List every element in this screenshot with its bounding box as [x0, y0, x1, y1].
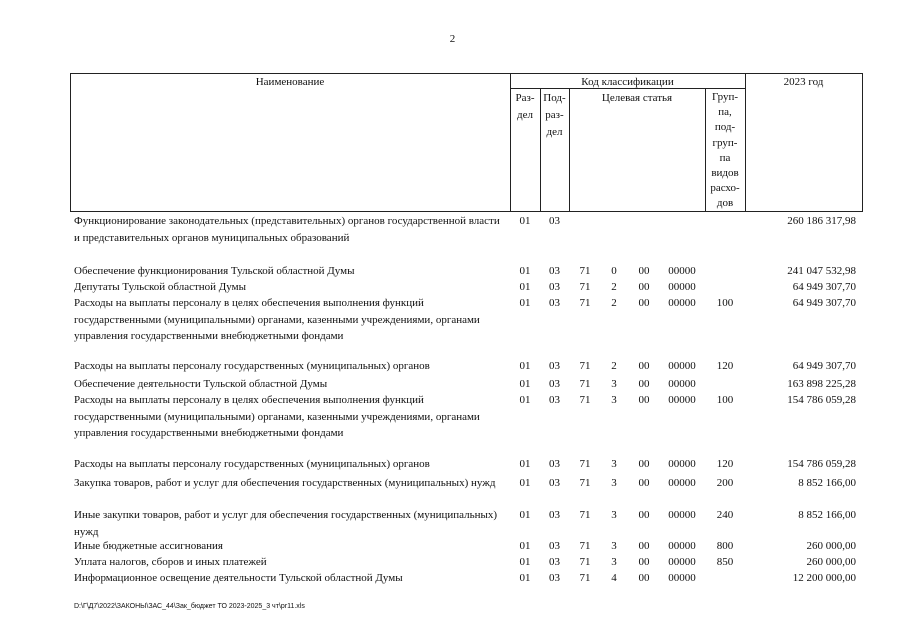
- row-amount: 163 898 225,28: [787, 378, 856, 390]
- row-razdel: 01: [519, 458, 531, 470]
- row-target-3: 00: [638, 378, 650, 390]
- header-year: 2023 год: [783, 76, 824, 88]
- row-target-1: 71: [579, 297, 591, 309]
- row-target-2: 3: [611, 540, 617, 552]
- row-razdel: 01: [519, 297, 531, 309]
- code-year-divider: [745, 73, 746, 211]
- row-amount: 154 786 059,28: [787, 458, 856, 470]
- row-target-2: 2: [611, 281, 617, 293]
- row-target-4: 00000: [668, 394, 696, 406]
- row-target-1: 71: [579, 540, 591, 552]
- row-target-4: 00000: [668, 509, 696, 521]
- row-podrazdel: 03: [549, 378, 560, 390]
- row-razdel: 01: [519, 281, 531, 293]
- row-razdel: 01: [519, 556, 531, 568]
- row-target-3: 00: [638, 281, 650, 293]
- row-vid: 100: [716, 394, 734, 406]
- row-razdel: 01: [519, 572, 531, 584]
- row-razdel: 01: [519, 265, 531, 277]
- row-razdel: 01: [519, 215, 531, 227]
- row-amount: 8 852 166,00: [798, 509, 856, 521]
- row-target-2: 3: [611, 477, 617, 489]
- row-name: Расходы на выплаты персоналу в целях обеспечения выполнения функций государственными (муниципальными) органами, казенными учреждениями, органами управления государственными внебюджетными фондами: [74, 394, 480, 439]
- row-vid: 850: [716, 556, 734, 568]
- row-podrazdel: 03: [549, 458, 560, 470]
- row-name: Расходы на выплаты персоналу государственных (муниципальных) органов: [74, 458, 430, 470]
- row-name: Расходы на выплаты персоналу государственных (муниципальных) органов: [74, 360, 430, 372]
- row-podrazdel: 03: [549, 477, 560, 489]
- row-target-1: 71: [579, 477, 591, 489]
- row-target-3: 00: [638, 509, 650, 521]
- row-target-3: 00: [638, 572, 650, 584]
- row-target-1: 71: [579, 378, 591, 390]
- row-podrazdel: 03: [549, 281, 560, 293]
- row-target-4: 00000: [668, 540, 696, 552]
- row-target-3: 00: [638, 394, 650, 406]
- row-target-2: 4: [611, 572, 617, 584]
- row-target-4: 00000: [668, 572, 696, 584]
- header-target: Целевая статья: [601, 92, 673, 104]
- row-target-2: 2: [611, 297, 617, 309]
- row-target-1: 71: [579, 458, 591, 470]
- row-razdel: 01: [519, 394, 531, 406]
- row-name: Расходы на выплаты персоналу в целях обеспечения выполнения функций государственными (муниципальными) органами, казенными учреждениями, органами управления государственными внебюджетными фондами: [74, 297, 480, 342]
- row-podrazdel: 03: [549, 572, 560, 584]
- row-target-4: 00000: [668, 556, 696, 568]
- header-left-border: [70, 73, 71, 211]
- row-podrazdel: 03: [549, 215, 560, 227]
- row-name: Информационное освещение деятельности Тульской областной Думы: [74, 572, 403, 584]
- row-target-2: 3: [611, 378, 617, 390]
- row-target-2: 3: [611, 394, 617, 406]
- row-target-4: 00000: [668, 281, 696, 293]
- row-vid: 200: [716, 477, 734, 489]
- row-target-1: 71: [579, 281, 591, 293]
- row-target-3: 00: [638, 265, 650, 277]
- row-razdel: 01: [519, 477, 531, 489]
- row-amount: 154 786 059,28: [787, 394, 856, 406]
- header-group: Груп- па, под- груп- па видов расхо- дов: [710, 91, 740, 210]
- row-target-1: 71: [579, 265, 591, 277]
- row-vid: 120: [716, 360, 734, 372]
- row-target-2: 2: [611, 360, 617, 372]
- row-target-1: 71: [579, 394, 591, 406]
- row-target-4: 00000: [668, 360, 696, 372]
- row-name: Обеспечение функционирования Тульской областной Думы: [74, 265, 355, 277]
- row-podrazdel: 03: [549, 265, 560, 277]
- row-razdel: 01: [519, 540, 531, 552]
- row-target-3: 00: [638, 556, 650, 568]
- header-podrazdel: Под- раз- дел: [543, 92, 566, 138]
- row-amount: 8 852 166,00: [798, 477, 856, 489]
- row-podrazdel: 03: [549, 394, 560, 406]
- row-target-2: 3: [611, 458, 617, 470]
- row-amount: 260 186 317,98: [787, 215, 856, 227]
- row-amount: 64 949 307,70: [792, 360, 856, 372]
- row-name: Функционирование законодательных (представительных) органов государственной власти и представительных органов муниципальных образований: [74, 215, 500, 244]
- row-target-1: 71: [579, 509, 591, 521]
- row-razdel: 01: [519, 509, 531, 521]
- row-podrazdel: 03: [549, 360, 560, 372]
- row-name: Обеспечение деятельности Тульской областной Думы: [74, 378, 328, 390]
- row-podrazdel: 03: [549, 540, 560, 552]
- row-target-3: 00: [638, 360, 650, 372]
- row-target-4: 00000: [668, 458, 696, 470]
- row-target-3: 00: [638, 297, 650, 309]
- row-vid: 240: [716, 509, 734, 521]
- row-name: Депутаты Тульской областной Думы: [74, 281, 247, 293]
- row-target-2: 0: [611, 265, 617, 277]
- row-razdel: 01: [519, 360, 531, 372]
- row-target-3: 00: [638, 477, 650, 489]
- row-name: Уплата налогов, сборов и иных платежей: [74, 556, 267, 568]
- row-podrazdel: 03: [549, 556, 560, 568]
- header-razdel: Раз- дел: [515, 92, 535, 121]
- header-code: Код классификации: [581, 76, 674, 88]
- file-path-footer: D:\Г\Д7\2022\ЗАКОНЫ\ЗАС_44\Зак_бюджет ТО 2023-2025_3 чт\pr11.xls: [74, 603, 305, 610]
- row-target-1: 71: [579, 360, 591, 372]
- row-target-2: 3: [611, 556, 617, 568]
- row-amount: 260 000,00: [806, 540, 856, 552]
- row-target-4: 00000: [668, 297, 696, 309]
- row-target-4: 00000: [668, 378, 696, 390]
- row-vid: 800: [716, 540, 734, 552]
- header-name: Наименование: [255, 76, 325, 88]
- row-target-2: 3: [611, 509, 617, 521]
- row-target-3: 00: [638, 458, 650, 470]
- row-amount: 12 200 000,00: [792, 572, 856, 584]
- row-amount: 64 949 307,70: [792, 281, 856, 293]
- row-name: Иные закупки товаров, работ и услуг для обеспечения государственных (муниципальных) нужд: [74, 509, 498, 538]
- row-amount: 64 949 307,70: [792, 297, 856, 309]
- row-name: Закупка товаров, работ и услуг для обеспечения государственных (муниципальных) нужд: [74, 477, 496, 489]
- row-target-3: 00: [638, 540, 650, 552]
- row-amount: 241 047 532,98: [787, 265, 856, 277]
- row-target-4: 00000: [668, 265, 696, 277]
- row-razdel: 01: [519, 378, 531, 390]
- row-vid: 120: [716, 458, 734, 470]
- row-target-4: 00000: [668, 477, 696, 489]
- row-name: Иные бюджетные ассигнования: [74, 540, 223, 552]
- row-podrazdel: 03: [549, 509, 560, 521]
- header-right-border: [862, 73, 863, 211]
- page-number: 2: [449, 33, 456, 45]
- row-vid: 100: [716, 297, 734, 309]
- row-amount: 260 000,00: [806, 556, 856, 568]
- row-target-1: 71: [579, 556, 591, 568]
- row-podrazdel: 03: [549, 297, 560, 309]
- row-target-1: 71: [579, 572, 591, 584]
